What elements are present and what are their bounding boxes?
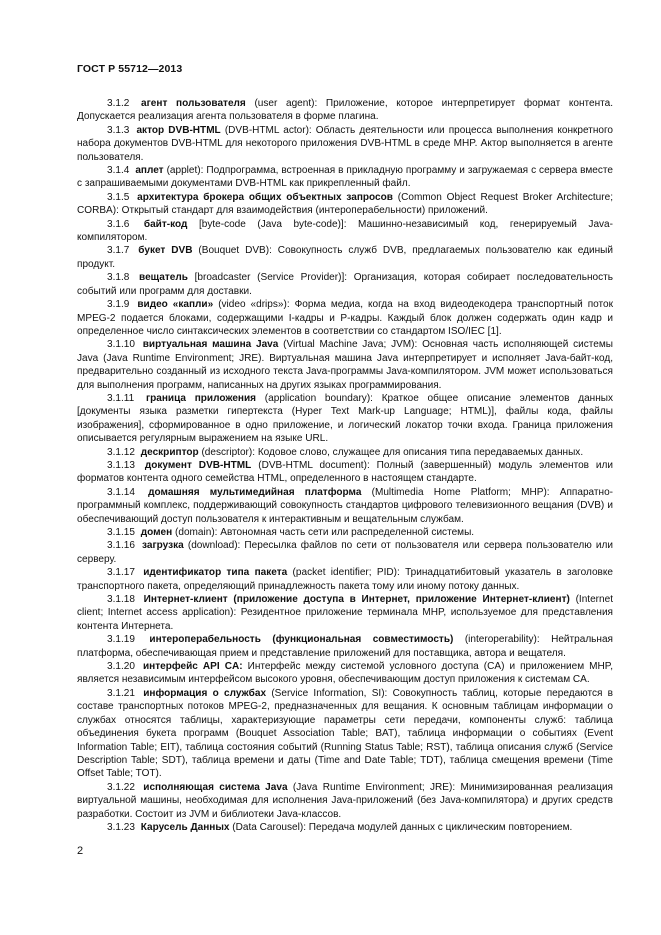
- term-entry: [77, 566, 613, 593]
- entry-number: 3.1.16: [107, 540, 135, 552]
- term-name: граница приложения: [145, 392, 257, 404]
- term-entry: [77, 660, 613, 687]
- entry-number: 3.1.2: [107, 98, 130, 109]
- term-definition: (Common Object Request Broker Architecture; CORBA): Открытый стандарт для взаимодействия (интероперабельности) приложений.: [77, 191, 613, 217]
- term-name: Интернет-клиент (приложение доступа в Интернет, приложение Интернет-клиент): [143, 594, 570, 606]
- term-definition: (Virtual Machine Java; JVM): Основная часть исполняющей системы Java (Java Runtime Environment; JRE). Виртуальная машина Java интерпретирует и исполняет Java-байт-код, предварительно созданный из исходного текста Java-программы Java-компилятором. JVM может использоваться для выполнения программ, написанных на других языках программирования.: [77, 339, 614, 391]
- entry-number: 3.1.22: [107, 781, 135, 793]
- term-definition: (Internet client; Internet access application): Резидентное приложение терминала MHP, используемое для представления контента Интернета.: [77, 594, 613, 632]
- term-definition: (application boundary): Краткое общее описание элементов данных [документы языка разметки гипертекста (Hyper Text Mark-up Language; HTML)], файлы кода, файлы изображения], сформированное в одно приложение, и логический локатор точки входа. Граница приложения описывается регулярным выражением на языке URL.: [77, 392, 614, 445]
- term-definition: (Multimedia Home Platform; MHP): Аппаратно-программный комплекс, поддерживающий совокупность стандартов цифрового телевизионного вещания (DVB) и обеспечивающий доступ пользователя к интерактивным и вещательным службам.: [77, 486, 613, 525]
- entry-number: 3.1.9: [107, 299, 130, 311]
- term-entry: [77, 539, 613, 566]
- term-entry: [77, 271, 613, 298]
- document-header: ГОСТ Р 55712—2013: [77, 63, 183, 75]
- entry-number: 3.1.7: [107, 245, 130, 257]
- entry-number: 3.1.8: [107, 272, 130, 284]
- entry-number: 3.1.20: [107, 661, 135, 673]
- term-definition: [byte-code (Java byte-code)]: Машинно-независимый код, генерируемый Java-компилятором.: [77, 218, 613, 244]
- term-name: байт-код: [143, 218, 188, 230]
- entry-number: 3.1.17: [107, 567, 135, 579]
- term-definition: (video «drips»): Форма медиа, когда на вход видеодекодера транспортный поток MPEG-2 подается блоками, содержащими I-кадры и P-кадры. Каждый блок должен содержать один кадр и определенное число синтаксических элементов в соответствии со стандартом ISO/IEC [1].: [77, 299, 613, 337]
- term-definition: [broadcaster (Service Provider)]: Организация, которая собирает последовательность событий или программ для доставки.: [77, 272, 613, 297]
- entry-number: 3.1.10: [107, 339, 135, 351]
- entry-number: 3.1.11: [107, 392, 135, 404]
- term-entry: [77, 834, 613, 847]
- term-name: домен: [140, 527, 173, 538]
- term-name: вещатель: [139, 272, 188, 284]
- term-entry: [77, 821, 613, 834]
- term-name: исполняющая система Java: [143, 781, 288, 793]
- term-entry: [77, 633, 613, 660]
- term-entry: [77, 338, 613, 392]
- term-definition: (user agent): Приложение, которое интерпретирует формат контента. Допускается реализация агента пользователя в форме плагина.: [77, 98, 613, 123]
- term-definition: (Java Runtime Environment; JRE): Минимизированная реализация виртуальной машины, необходимая для исполнения Java-приложений (без Java-компилятора) и других средств разработки. Состоит из JVM и библиотеки Java-классов.: [77, 781, 613, 820]
- term-definition: (domain): Автономная часть сети или распределенной системы.: [175, 527, 475, 538]
- term-name: информация о службах: [143, 687, 267, 699]
- term-name: домашняя мультимедийная платформа: [148, 486, 362, 498]
- term-name: видео «капли»: [137, 299, 214, 311]
- term-name: интероперабельность (функциональная совместимость): [149, 634, 454, 646]
- term-definition: (DVB-HTML actor): Область деятельности или процесса выполнения конкретного набора документов DVB-HTML для некоторого приложения DVB-HTML в среде MHP. Актор выполняется в агенте пользователя.: [77, 124, 613, 163]
- entry-number: 3.1.13: [107, 459, 135, 471]
- entry-number: 3.1.12: [107, 446, 135, 458]
- term-entry: [77, 124, 613, 164]
- entry-number: 3.1.23: [107, 821, 135, 833]
- term-entry: [77, 486, 613, 526]
- entry-number: 3.1.15: [107, 527, 135, 538]
- term-name: дескриптор: [140, 446, 199, 458]
- term-entry: [77, 593, 613, 633]
- term-entry: [77, 392, 613, 446]
- terms-definitions-list: [77, 97, 613, 848]
- entry-number: 3.1.5: [107, 191, 130, 203]
- term-definition: (DVB-HTML document): Полный (завершенный) модуль элементов или форматов контента одного семейства HTML, определенного в настоящем стандарте.: [77, 459, 614, 485]
- term-name: документ DVB-HTML: [144, 459, 252, 471]
- term-definition: (Data Carousel): Передача модулей данных с циклическим повторением.: [232, 821, 573, 833]
- term-entry: [77, 164, 613, 191]
- term-name: архитектура брокера общих объектных запросов: [137, 191, 393, 203]
- term-name: агент пользователя: [141, 98, 246, 109]
- term-entry: [77, 244, 613, 271]
- entry-number: 3.1.19: [107, 634, 135, 646]
- entry-number: 3.1.4: [107, 165, 130, 177]
- term-entry: [77, 218, 613, 245]
- term-entry: [77, 191, 613, 218]
- entry-number: 3.1.14: [107, 486, 135, 498]
- entry-number: 3.1.3: [107, 124, 130, 136]
- term-definition: (Bouquet DVB): Совокупность служб DVB, предлагаемых пользователю как единый продукт.: [77, 245, 613, 270]
- entry-number: 3.1.18: [107, 594, 135, 606]
- term-entry: [77, 446, 613, 459]
- term-name: Карусель Данных: [140, 821, 230, 833]
- term-entry: [77, 298, 613, 338]
- term-entry: [77, 97, 613, 124]
- term-name: виртуальная машина Java: [142, 339, 279, 351]
- term-name: загрузка: [142, 540, 184, 552]
- term-definition: (Service Information, SI): Совокупность таблиц, которые передаются в составе транспортных потоков MPEG-2, предназначенных для вещания. К основным таблицам информации о службах относятся таблицы, характеризующие параметры сети передачи, компоненты служб: таблица объединения букета программ (Bouquet Association Table; BAT), таблица информации о событиях (Event Information Table; EIT), таблица состояния событий (Running Status Table; RST), таблица описания служб (Service Description Table; SDT), таблица времени и даты (Time and Date Table; TDT), таблица смещения времени (Time Offset Table; TOT).: [77, 687, 614, 780]
- term-definition: Интерфейс между системой условного доступа (CA) и приложением MHP, является независимым интерфейсом высокого уровня, обеспечивающим доступ приложения к системам CA.: [77, 661, 614, 686]
- term-name: букет DVB: [138, 245, 193, 257]
- term-entry: [77, 459, 613, 486]
- term-definition: (descriptor): Кодовое слово, служащее для описания типа передаваемых данных.: [201, 446, 584, 458]
- term-name: интерфейс API CA:: [142, 661, 243, 673]
- term-definition: (applet): Подпрограмма, встроенная в прикладную программу и загружаемая с сервера вместе с запрашиваемыми документами DVB-HTML как прикрепленный файл.: [77, 165, 613, 190]
- entry-number: 3.1.21: [107, 687, 135, 699]
- term-entry: [77, 687, 613, 781]
- term-definition: (download): Пересылка файлов по сети от пользователя или сервера пользователю или серверу.: [77, 540, 614, 565]
- term-entry: [77, 526, 613, 539]
- page-number: 2: [77, 845, 84, 857]
- term-definition: (interoperability): Нейтральная платформа, обеспечивающая прием и представление приложений для поставщика, автора и вещателя.: [77, 634, 613, 659]
- term-entry: [77, 781, 613, 821]
- term-name: идентификатор типа пакета: [143, 567, 288, 579]
- term-definition: (packet identifier; PID): Тринадцатибитовый указатель в заголовке транспортного пакета, определяющий принадлежность пакета тому или иному потоку данных.: [77, 567, 613, 592]
- term-name: аплет: [135, 165, 164, 177]
- entry-number: 3.1.6: [107, 218, 130, 230]
- term-name: актор DVB-HTML: [136, 124, 221, 136]
